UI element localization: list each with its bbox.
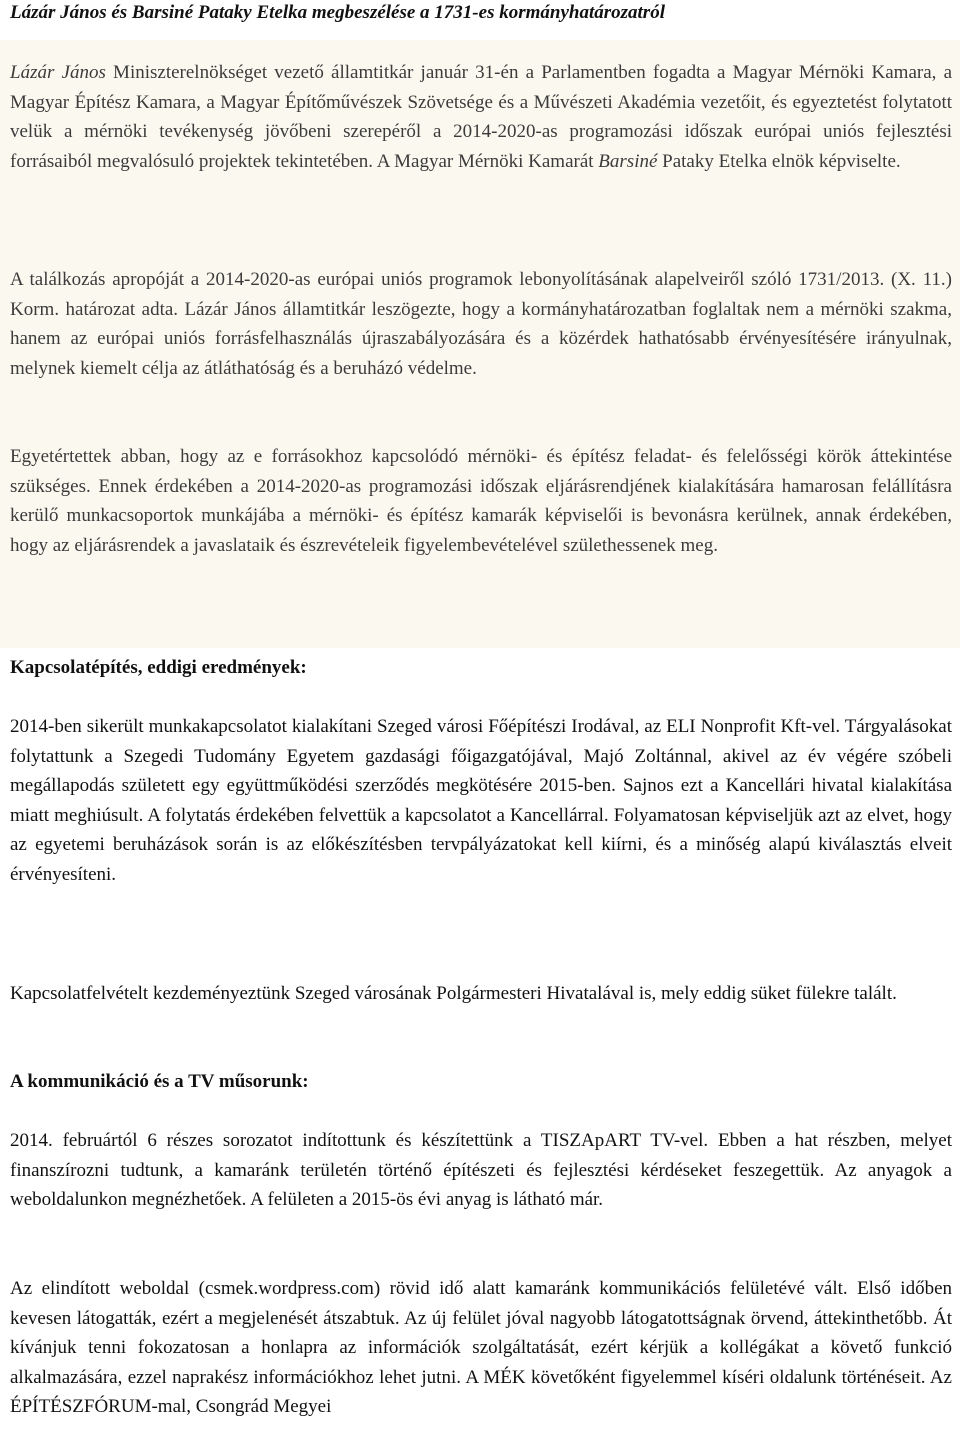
section-heading-kapcsolatepites: Kapcsolatépítés, eddigi eredmények: [10,657,307,678]
intro-paragraph-3: Egyetértettek abban, hogy az e forrásokhoz kapcsolódó mérnöki- és építész feladat- és felelősségi körök áttekintése szükséges. Ennek érdekében a 2014-2020-as programozási időszak eljárásrendjének kialakítására hamarosan felállításra kerülő munkacsoportok munkájába a mérnöki- és építész kamarák képviselői is bevonásra kerülnek, annak érdekében, hogy az eljárásrendek a javaslataik és észrevételeik figyelembevételével születhessenek meg. [10,446,952,556]
intro-paragraph-1-text-a: Miniszterelnökséget vezető államtitkár január 31-én a Parlamentben fogadta a Magyar Mérnöki Kamara, a Magyar Építész Kamara, a Magyar Építőművészek Szövetsége és a Művészeti Akadémia vezetőit, és egyeztetést folytatott velük a mérnöki tevékenység jövőbeni szerepéről a 2014-2020-as programozási időszak európai uniós fejlesztési forrásaiból megvalósuló projektek tekintetében. A Magyar Mérnöki Kamarát [10,62,953,172]
intro-paragraph-1-text-b: Pataky Etelka elnök képviselte. [657,150,901,172]
section2-paragraph-2: Az elindított weboldal (csmek.wordpress.com) rövid idő alatt kamaránk kommunikációs felületévé vált. Első időben kevesen látogatták, ezért a megjelenését átszabtuk. Az új felület jóval nagyobb látogatottságnak örvend, áttekinthetőbb. Át kívánjuk tenni fokozatosan a honlapra az információk szolgáltatását, ezért kérjük a kollégákat a követő funkció alkalmazására, ezzel naprakész információkhoz lehet jutni. A MÉK követőként figyelemmel kíséri oldalunk történéseit. Az ÉPÍTÉSZFÓRUM-mal, Csongrád Megyei [10,1278,952,1417]
name-barsine: Barsiné [598,150,658,172]
section1-paragraph-1: 2014-ben sikerült munkakapcsolatot kialakítani Szeged városi Főépítészi Irodával, az ELI Nonprofit Kft-vel. Tárgyalásokat folytattunk a Szegedi Tudomány Egyetem gazdasági főigazgatójával, Majó Zoltánnal, akivel az év végére szóbeli megállapodás született egy együttműködési szerződés megkötésére 2015-ben. Sajnos ezt a Kancellári hivatal kialakítása miatt meghiúsult. A folytatás érdekében felvettük a kapcsolatot a Kancellárral. Folyamatosan képviseljük azt az elvet, hogy az egyetemi beruházások során is az előkészítésben tervpályázatokat kell kiírni, és a minőség alapú kiválasztás elveit érvényesíteni. [10,716,952,885]
section-heading-kommunikacio: A kommunikáció és a TV műsorunk: [10,1071,309,1092]
section1-paragraph-2: Kapcsolatfelvételt kezdeményeztünk Szeged városának Polgármesteri Hivatalával is, mely eddig süket fülekre talált. [10,983,897,1004]
intro-paragraph-2: A találkozás apropóját a 2014-2020-as európai uniós programok lebonyolításának alapelveiről szóló 1731/2013. (X. 11.) Korm. határozat adta. Lázár János államtitkár leszögezte, hogy a kormányhatározatban foglaltak nem a mérnöki szakma, hanem az európai uniós forrásfelhasználás újraszabályozására és a közérdek hathatósabb érvényesítésére irányulnak, melynek kiemelt célja az átláthatóság és a beruházó védelme. [10,269,952,379]
section2-paragraph-1: 2014. februártól 6 részes sorozatot indítottunk és készítettünk a TISZApART TV-vel. Ebben a hat részben, melyet finanszírozni tudtunk, a kamaránk területén történő építészeti és fejlesztési kérdéseket feszegettük. Az anyagok a weboldalunkon megnézhetőek. A felületen a 2015-ös évi anyag is látható már. [10,1130,952,1210]
intro-paragraph-1 [10,58,952,176]
name-lazar-janos: Lázár János [10,62,106,83]
document-title: Lázár János és Barsiné Pataky Etelka megbeszélése a 1731-es kormányhatározatról [10,2,665,23]
